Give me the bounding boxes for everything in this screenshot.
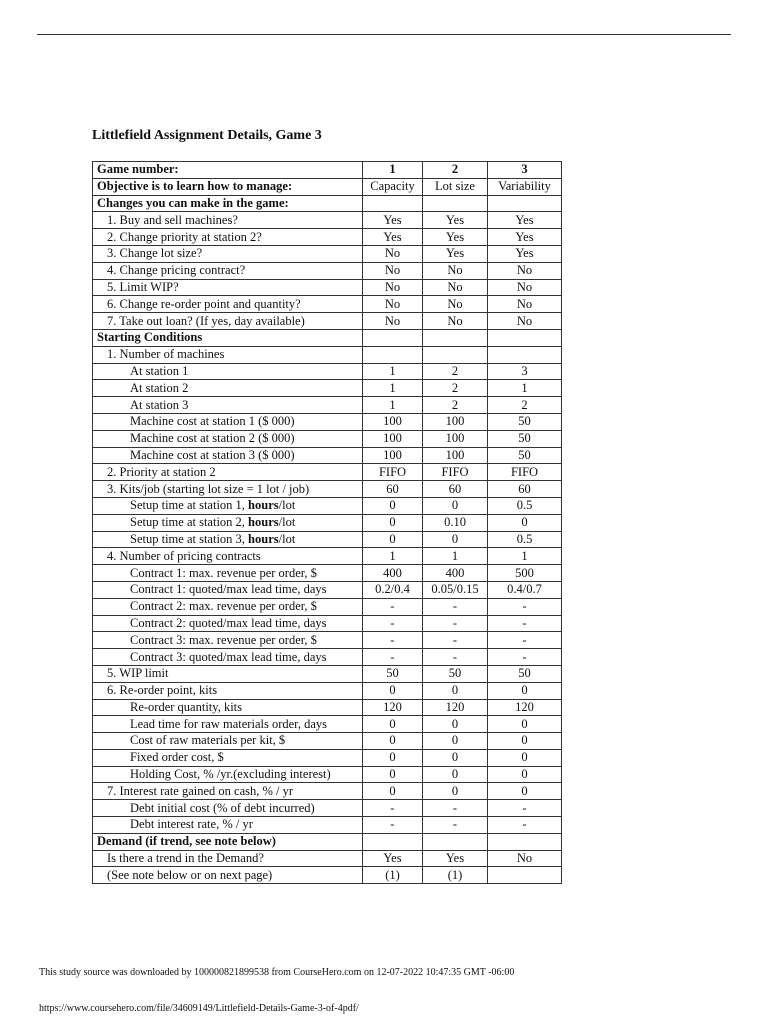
game-1-cell: No	[363, 245, 423, 262]
row-label: Machine cost at station 3 ($ 000)	[93, 447, 363, 464]
row-label: 6. Re-order point, kits	[93, 682, 363, 699]
row-label: 7. Interest rate gained on cash, % / yr	[93, 783, 363, 800]
table-row	[93, 481, 562, 498]
row-label: Re-order quantity, kits	[93, 699, 363, 716]
row-label: At station 1	[93, 363, 363, 380]
row-label: 6. Change re-order point and quantity?	[93, 296, 363, 313]
game-2-cell	[423, 329, 488, 346]
row-label: Contract 2: max. revenue per order, $	[93, 598, 363, 615]
game-3-cell: 0	[488, 783, 562, 800]
table-row	[93, 178, 562, 195]
table-row	[93, 565, 562, 582]
game-3-cell: -	[488, 632, 562, 649]
table-row	[93, 699, 562, 716]
game-1-cell: 0	[363, 749, 423, 766]
table-row	[93, 850, 562, 867]
table-row	[93, 598, 562, 615]
game-2-cell: 0	[423, 766, 488, 783]
game-2-cell: 120	[423, 699, 488, 716]
game-3-cell: 0	[488, 766, 562, 783]
game-2-cell: (1)	[423, 867, 488, 884]
game-1-cell: 0	[363, 766, 423, 783]
table-row	[93, 615, 562, 632]
row-label: Holding Cost, % /yr.(excluding interest)	[93, 766, 363, 783]
row-label: Machine cost at station 2 ($ 000)	[93, 430, 363, 447]
table-row	[93, 279, 562, 296]
game-1-cell: 0	[363, 733, 423, 750]
game-2-cell: No	[423, 313, 488, 330]
table-row	[93, 195, 562, 212]
table-row	[93, 162, 562, 179]
game-2-cell: No	[423, 279, 488, 296]
game-2-cell: 2	[423, 363, 488, 380]
game-3-cell: 50	[488, 413, 562, 430]
row-label: Demand (if trend, see note below)	[93, 833, 363, 850]
table-row	[93, 296, 562, 313]
table-row	[93, 749, 562, 766]
game-3-cell: 0.4/0.7	[488, 581, 562, 598]
table-row	[93, 581, 562, 598]
game-3-cell: 0	[488, 716, 562, 733]
row-label: Debt interest rate, % / yr	[93, 817, 363, 834]
game-2-cell: 0	[423, 749, 488, 766]
table-row	[93, 649, 562, 666]
table-row	[93, 716, 562, 733]
row-label: Starting Conditions	[93, 329, 363, 346]
game-3-cell: 3	[488, 162, 562, 179]
row-label: Contract 2: quoted/max lead time, days	[93, 615, 363, 632]
game-3-cell: 0	[488, 749, 562, 766]
game-1-cell	[363, 346, 423, 363]
game-1-cell: 0	[363, 497, 423, 514]
game-2-cell: Yes	[423, 212, 488, 229]
game-3-cell: No	[488, 850, 562, 867]
game-3-cell: No	[488, 313, 562, 330]
game-1-cell: No	[363, 262, 423, 279]
row-label: Contract 1: max. revenue per order, $	[93, 565, 363, 582]
game-3-cell: 0.5	[488, 531, 562, 548]
game-3-cell: 2	[488, 397, 562, 414]
table-row	[93, 229, 562, 246]
row-label: 4. Change pricing contract?	[93, 262, 363, 279]
game-1-cell: -	[363, 649, 423, 666]
row-label: Setup time at station 2, hours/lot	[93, 514, 363, 531]
table-row	[93, 817, 562, 834]
game-1-cell: 1	[363, 548, 423, 565]
row-label: Setup time at station 1, hours/lot	[93, 497, 363, 514]
game-1-cell: Capacity	[363, 178, 423, 195]
table-row	[93, 632, 562, 649]
game-1-cell: 1	[363, 162, 423, 179]
table-row	[93, 682, 562, 699]
game-3-cell: 1	[488, 380, 562, 397]
game-2-cell: -	[423, 632, 488, 649]
game-2-cell: -	[423, 800, 488, 817]
game-2-cell: 2	[423, 397, 488, 414]
game-2-cell	[423, 346, 488, 363]
row-label: Contract 3: max. revenue per order, $	[93, 632, 363, 649]
table-row	[93, 380, 562, 397]
game-3-cell	[488, 329, 562, 346]
game-3-cell: No	[488, 279, 562, 296]
game-2-cell: Yes	[423, 850, 488, 867]
table-row	[93, 245, 562, 262]
game-3-cell	[488, 346, 562, 363]
game-2-cell: -	[423, 615, 488, 632]
game-3-cell: 0	[488, 514, 562, 531]
row-label: At station 3	[93, 397, 363, 414]
row-label: Setup time at station 3, hours/lot	[93, 531, 363, 548]
row-label: Game number:	[93, 162, 363, 179]
game-1-cell	[363, 195, 423, 212]
game-3-cell: 0.5	[488, 497, 562, 514]
game-3-cell: -	[488, 615, 562, 632]
game-1-cell: 0	[363, 783, 423, 800]
game-3-cell: 50	[488, 665, 562, 682]
row-label: 3. Change lot size?	[93, 245, 363, 262]
game-3-cell: -	[488, 649, 562, 666]
game-2-cell: No	[423, 262, 488, 279]
row-label: 4. Number of pricing contracts	[93, 548, 363, 565]
game-1-cell: 120	[363, 699, 423, 716]
game-3-cell: 1	[488, 548, 562, 565]
game-2-cell: Yes	[423, 245, 488, 262]
table-row	[93, 430, 562, 447]
top-rule	[37, 34, 731, 35]
row-label: Cost of raw materials per kit, $	[93, 733, 363, 750]
game-2-cell: 100	[423, 447, 488, 464]
row-label: Machine cost at station 1 ($ 000)	[93, 413, 363, 430]
game-3-cell	[488, 195, 562, 212]
game-3-cell: 120	[488, 699, 562, 716]
game-2-cell: -	[423, 598, 488, 615]
game-3-cell: -	[488, 598, 562, 615]
game-3-cell: Yes	[488, 212, 562, 229]
game-2-cell: 0	[423, 531, 488, 548]
game-1-cell: No	[363, 296, 423, 313]
game-2-cell: 1	[423, 548, 488, 565]
game-2-cell: 100	[423, 413, 488, 430]
game-3-cell: FIFO	[488, 464, 562, 481]
table-row	[93, 497, 562, 514]
game-2-cell	[423, 195, 488, 212]
game-1-cell: 0.2/0.4	[363, 581, 423, 598]
row-label: 3. Kits/job (starting lot size = 1 lot / job)	[93, 481, 363, 498]
game-2-cell: 2	[423, 162, 488, 179]
game-1-cell: 1	[363, 380, 423, 397]
game-1-cell: 0	[363, 716, 423, 733]
game-3-cell: 50	[488, 447, 562, 464]
game-2-cell: Lot size	[423, 178, 488, 195]
table-row	[93, 413, 562, 430]
game-2-cell: FIFO	[423, 464, 488, 481]
game-1-cell: -	[363, 800, 423, 817]
game-3-cell: 50	[488, 430, 562, 447]
row-label: Debt initial cost (% of debt incurred)	[93, 800, 363, 817]
game-2-cell: No	[423, 296, 488, 313]
game-1-cell: -	[363, 632, 423, 649]
row-label: Objective is to learn how to manage:	[93, 178, 363, 195]
document-title: Littlefield Assignment Details, Game 3	[92, 128, 322, 143]
game-1-cell: Yes	[363, 212, 423, 229]
game-3-cell: Variability	[488, 178, 562, 195]
game-1-cell: -	[363, 615, 423, 632]
game-1-cell: 1	[363, 363, 423, 380]
game-1-cell: 60	[363, 481, 423, 498]
table-row	[93, 783, 562, 800]
table-row	[93, 262, 562, 279]
row-label: Is there a trend in the Demand?	[93, 850, 363, 867]
game-1-cell	[363, 329, 423, 346]
game-2-cell: 400	[423, 565, 488, 582]
game-2-cell: -	[423, 649, 488, 666]
table-row	[93, 447, 562, 464]
game-1-cell: 1	[363, 397, 423, 414]
game-3-cell	[488, 867, 562, 884]
game-3-cell: 3	[488, 363, 562, 380]
game-details-table	[92, 161, 562, 884]
table-row	[93, 733, 562, 750]
game-1-cell: 100	[363, 413, 423, 430]
game-3-cell: 60	[488, 481, 562, 498]
row-label: Contract 3: quoted/max lead time, days	[93, 649, 363, 666]
row-label: 1. Buy and sell machines?	[93, 212, 363, 229]
game-2-cell: 100	[423, 430, 488, 447]
game-1-cell: No	[363, 279, 423, 296]
table-row	[93, 464, 562, 481]
game-3-cell: Yes	[488, 229, 562, 246]
table-row	[93, 313, 562, 330]
row-label: Fixed order cost, $	[93, 749, 363, 766]
table-row	[93, 766, 562, 783]
table-row	[93, 665, 562, 682]
game-3-cell: No	[488, 262, 562, 279]
row-label: 2. Change priority at station 2?	[93, 229, 363, 246]
table-row	[93, 397, 562, 414]
game-2-cell: 0	[423, 783, 488, 800]
row-label: 5. Limit WIP?	[93, 279, 363, 296]
game-1-cell: Yes	[363, 850, 423, 867]
row-label: At station 2	[93, 380, 363, 397]
game-2-cell: 0	[423, 733, 488, 750]
game-1-cell: (1)	[363, 867, 423, 884]
game-1-cell: 0	[363, 682, 423, 699]
table-row	[93, 531, 562, 548]
row-label: Lead time for raw materials order, days	[93, 716, 363, 733]
game-1-cell: 0	[363, 514, 423, 531]
game-1-cell: 400	[363, 565, 423, 582]
row-label: (See note below or on next page)	[93, 867, 363, 884]
table-row	[93, 800, 562, 817]
game-3-cell: -	[488, 817, 562, 834]
game-1-cell: 100	[363, 447, 423, 464]
game-1-cell: Yes	[363, 229, 423, 246]
game-3-cell: 500	[488, 565, 562, 582]
game-3-cell: 0	[488, 682, 562, 699]
game-3-cell: -	[488, 800, 562, 817]
game-1-cell: 100	[363, 430, 423, 447]
game-2-cell: 50	[423, 665, 488, 682]
game-1-cell: 50	[363, 665, 423, 682]
table-row	[93, 346, 562, 363]
game-3-cell	[488, 833, 562, 850]
game-2-cell	[423, 833, 488, 850]
table-row	[93, 363, 562, 380]
game-3-cell: 0	[488, 733, 562, 750]
game-2-cell: 0	[423, 716, 488, 733]
game-2-cell: -	[423, 817, 488, 834]
game-3-cell: No	[488, 296, 562, 313]
table-row	[93, 867, 562, 884]
source-url: https://www.coursehero.com/file/34609149/Littlefield-Details-Game-3-of-4pdf/	[39, 1003, 359, 1014]
game-1-cell: -	[363, 598, 423, 615]
download-source-note: This study source was downloaded by 100000821899538 from CourseHero.com on 12-07-2022 10:47:35 GMT -06:00	[39, 967, 515, 978]
game-1-cell: -	[363, 817, 423, 834]
game-2-cell: 0.05/0.15	[423, 581, 488, 598]
game-1-cell: No	[363, 313, 423, 330]
game-1-cell: 0	[363, 531, 423, 548]
row-label: 5. WIP limit	[93, 665, 363, 682]
row-label: 1. Number of machines	[93, 346, 363, 363]
game-1-cell	[363, 833, 423, 850]
game-3-cell: Yes	[488, 245, 562, 262]
table-row	[93, 833, 562, 850]
table-row	[93, 212, 562, 229]
table-row	[93, 329, 562, 346]
game-2-cell: 60	[423, 481, 488, 498]
game-2-cell: 2	[423, 380, 488, 397]
row-label: 7. Take out loan? (If yes, day available)	[93, 313, 363, 330]
game-2-cell: 0.10	[423, 514, 488, 531]
game-2-cell: Yes	[423, 229, 488, 246]
row-label: Changes you can make in the game:	[93, 195, 363, 212]
row-label: 2. Priority at station 2	[93, 464, 363, 481]
table-row	[93, 514, 562, 531]
table-row	[93, 548, 562, 565]
game-2-cell: 0	[423, 497, 488, 514]
game-1-cell: FIFO	[363, 464, 423, 481]
game-2-cell: 0	[423, 682, 488, 699]
row-label: Contract 1: quoted/max lead time, days	[93, 581, 363, 598]
